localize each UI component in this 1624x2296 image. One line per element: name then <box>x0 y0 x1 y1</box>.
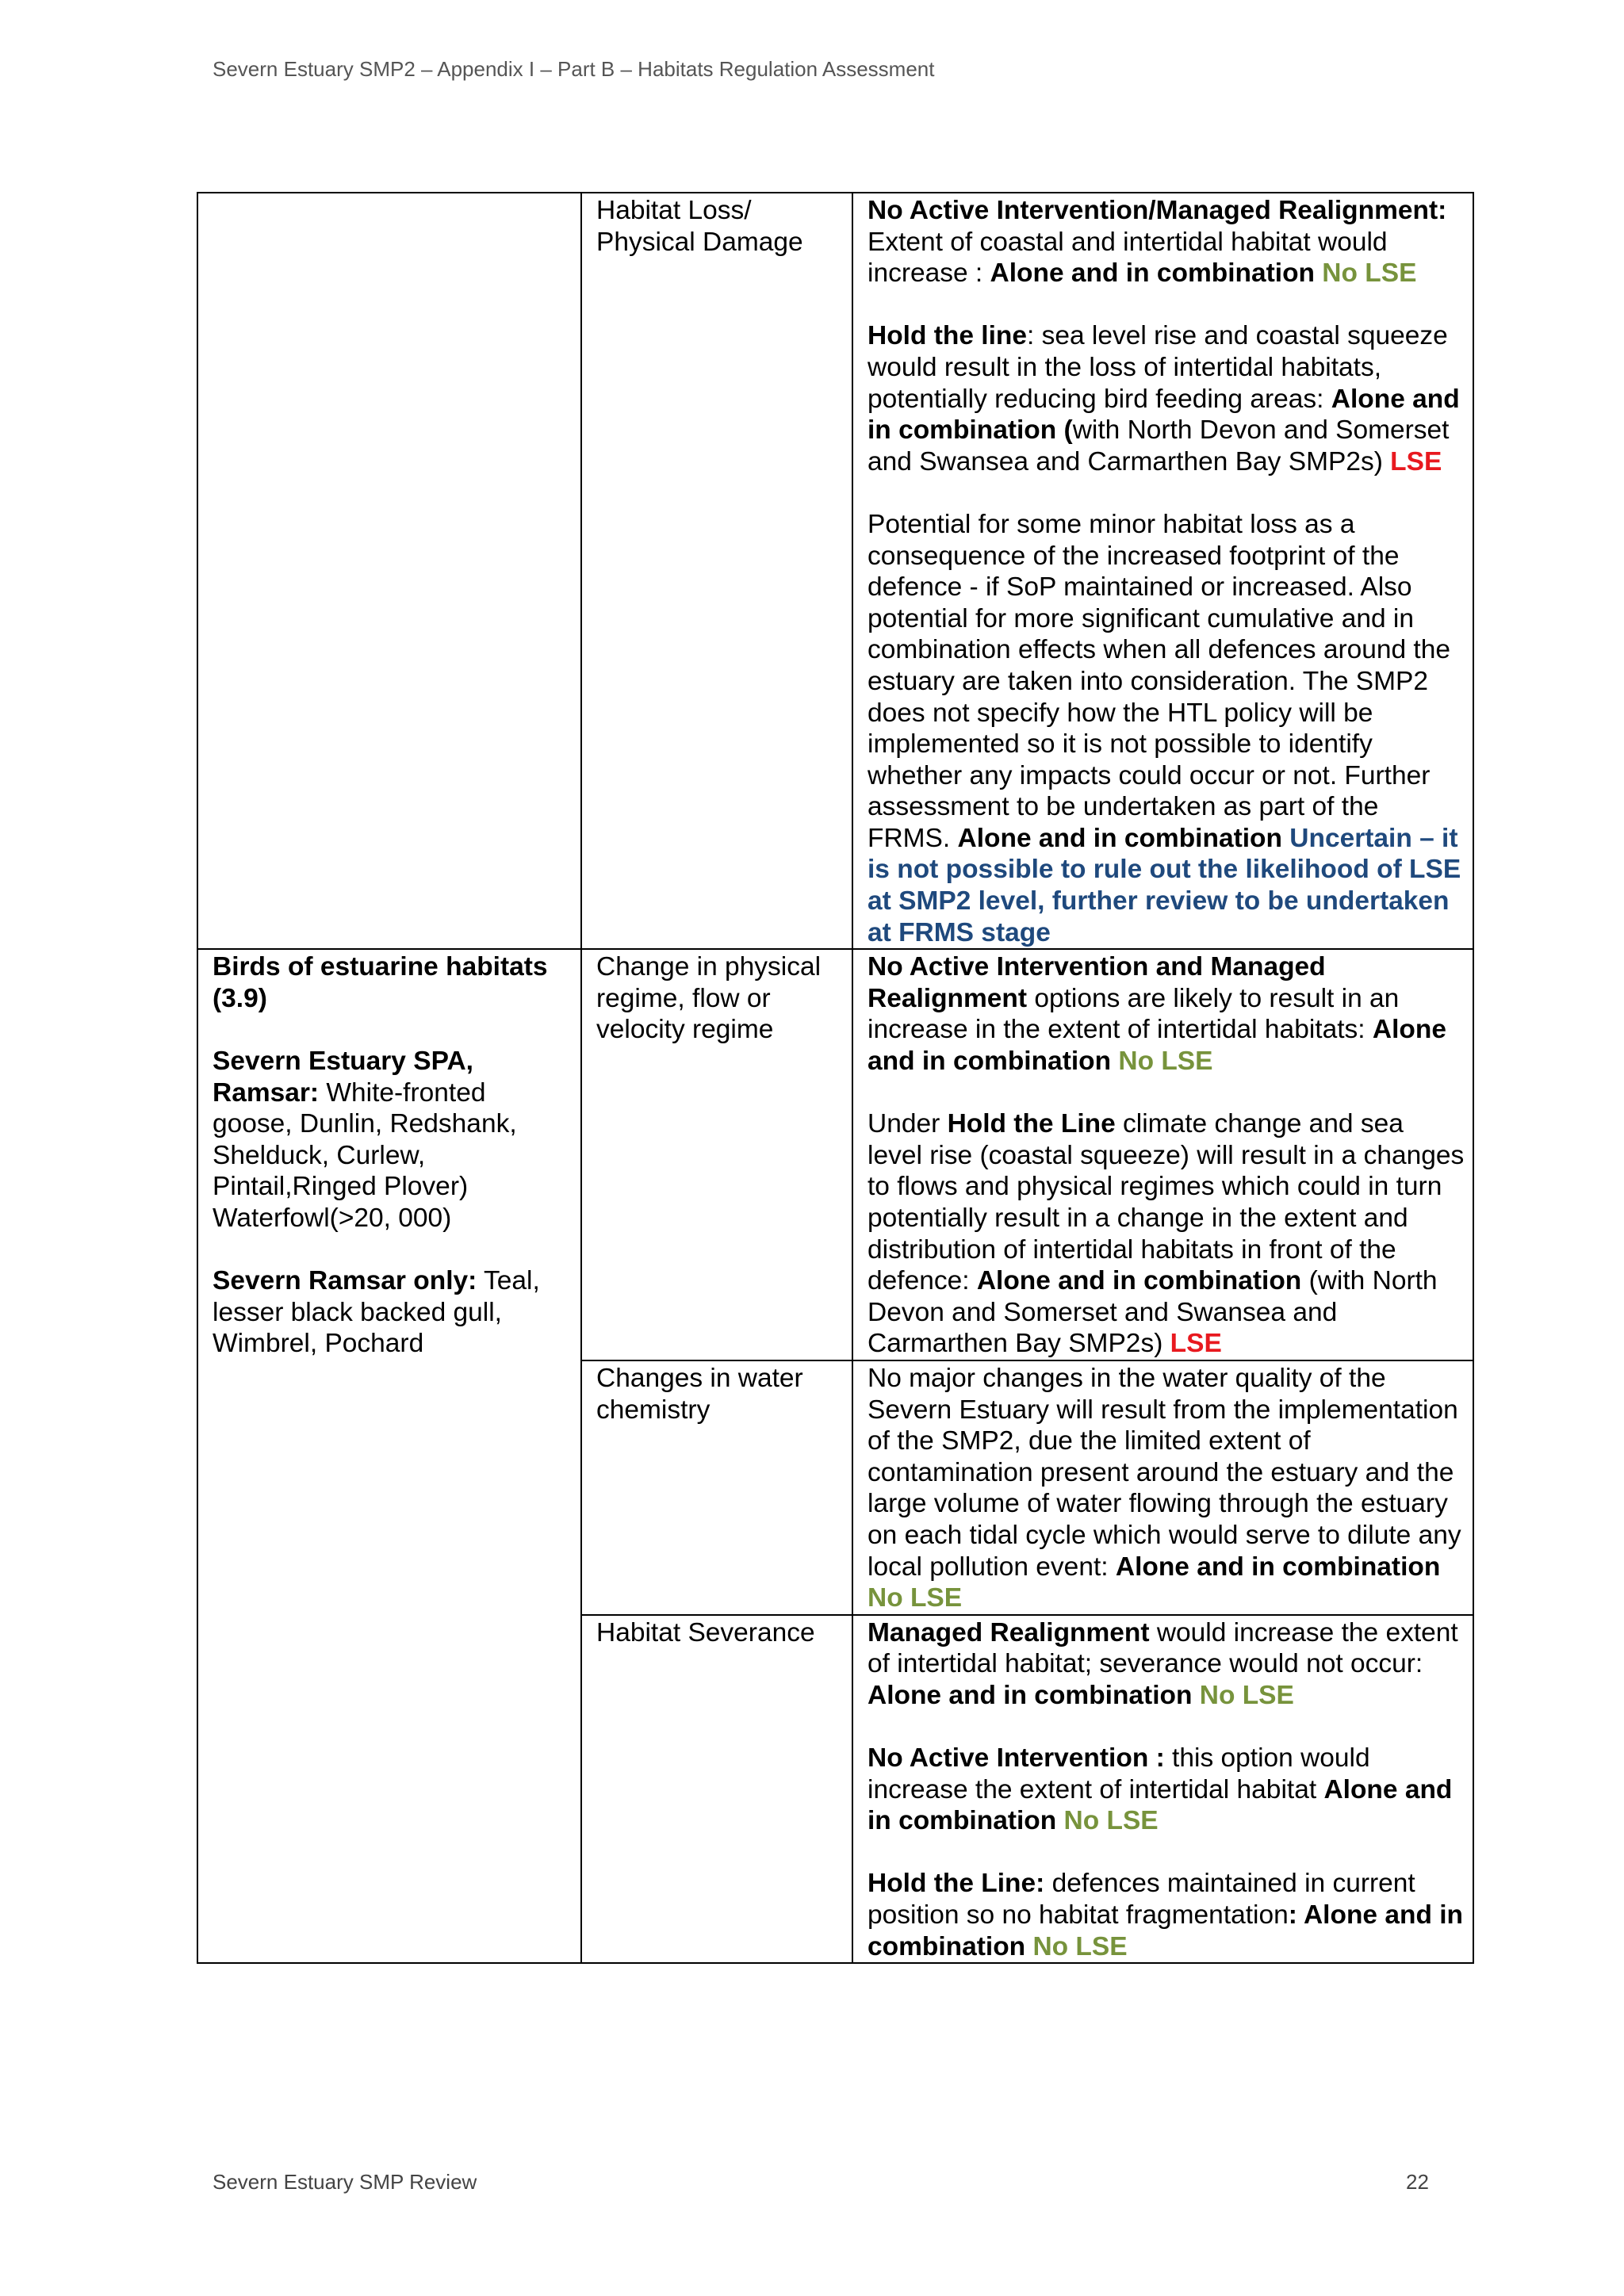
table-row <box>197 949 1473 1360</box>
lse-verdict: LSE <box>1170 1329 1222 1359</box>
assessment-cell <box>852 1360 1473 1615</box>
feature-ramsar-species: Severn Ramsar only: Teal, lesser black backed gull, Wimbrel, Pochard <box>213 1266 540 1359</box>
assessment-cell <box>852 949 1473 1360</box>
no-lse-verdict: No LSE <box>1111 1047 1213 1077</box>
assessment-paragraph: Under Hold the Line climate change and sea level rise (coastal squeeze) will result in a changes to flows and physical regimes which could in turn potentially result in a change in the extent and distribution of intertidal habitats in front of the defence: Alone and in combination (with North Devon and Somerset and Swansea and Carmarthen Bay SMP2s) LSE <box>868 1109 1465 1359</box>
page-header: Severn Estuary SMP2 – Appendix I – Part B – Habitats Regulation Assessment <box>213 57 935 81</box>
no-lse-verdict: No LSE <box>1315 258 1417 289</box>
no-lse-verdict: No LSE <box>868 1583 963 1613</box>
impact-cell: Changes in water chemistry <box>581 1360 852 1615</box>
assessment-paragraph: Potential for some minor habitat loss as a consequence of the increased footprint of the defence - if SoP maintained or increased. Also potential for more significant cumulative and in combination effects when all defences around the estuary are taken into consideration. The SMP2 does not specify how the HTL policy will be implemented so it is not possible to identify whether any impacts could occur or not. Further assessment to be undertaken as part of the FRMS. Alone and in combination Uncertain – it is not possible to rule out the likelihood of LSE at SMP2 level, further review to be undertaken at FRMS stage <box>868 509 1461 947</box>
assessment-paragraph: No Active Intervention and Managed Realignment options are likely to result in an increase in the extent of intertidal habitats: Alone and in combination No LSE <box>868 952 1446 1077</box>
no-lse-verdict: No LSE <box>1025 1931 1128 1961</box>
feature-cell <box>197 949 581 1963</box>
assessment-paragraph: Hold the line: sea level rise and coastal squeeze would result in the loss of intertidal habitats, potentially reducing bird feeding areas: Alone and in combination (with North Devon and Somerset and Swansea and Carmarthen Bay SMP2s) LSE <box>868 321 1460 476</box>
assessment-paragraph: Hold the Line: defences maintained in current position so no habitat fragmentation: Alone and in combination No LSE <box>868 1869 1463 1961</box>
assessment-cell <box>852 193 1473 949</box>
assessment-cell <box>852 1615 1473 1964</box>
assessment-paragraph: No Active Intervention : this option would increase the extent of intertidal habitat Alone and in combination No LSE <box>868 1743 1453 1836</box>
assessment-paragraph: No major changes in the water quality of the Severn Estuary will result from the implementation of the SMP2, due the limited extent of contamination present around the estuary and the large volume of water flowing through the estuary on each tidal cycle which would serve to dilute any local pollution event: Alone and in combination No LSE <box>868 1363 1461 1613</box>
uncertain-verdict: Uncertain – it is not possible to rule out the likelihood of LSE at SMP2 level, further review to be undertaken at FRMS stage <box>868 823 1461 947</box>
assessment-paragraph: No Active Intervention/Managed Realignment: Extent of coastal and intertidal habitat would increase : Alone and in combination No LSE <box>868 196 1447 289</box>
page-number: 22 <box>1406 2170 1429 2194</box>
table-row <box>197 193 1473 949</box>
feature-cell-empty <box>197 193 581 949</box>
page-footer: Severn Estuary SMP Review <box>213 2170 477 2194</box>
impact-cell: Change in physical regime, flow or velocity regime <box>581 949 852 1360</box>
impact-cell: Habitat Severance <box>581 1615 852 1964</box>
feature-spa-species: Severn Estuary SPA, Ramsar: White-fronted goose, Dunlin, Redshank, Shelduck, Curlew, Pintail,Ringed Plover) Waterfowl(>20, 000) <box>213 1047 517 1233</box>
lse-verdict: LSE <box>1390 446 1442 476</box>
no-lse-verdict: No LSE <box>1192 1680 1294 1710</box>
feature-title: Birds of estuarine habitats (3.9) <box>213 952 548 1013</box>
assessment-paragraph: Managed Realignment would increase the extent of intertidal habitat; severance would not occur: Alone and in combination No LSE <box>868 1617 1458 1710</box>
hra-assessment-table <box>197 192 1474 1964</box>
no-lse-verdict: No LSE <box>1056 1806 1159 1836</box>
impact-cell: Habitat Loss/ Physical Damage <box>581 193 852 949</box>
